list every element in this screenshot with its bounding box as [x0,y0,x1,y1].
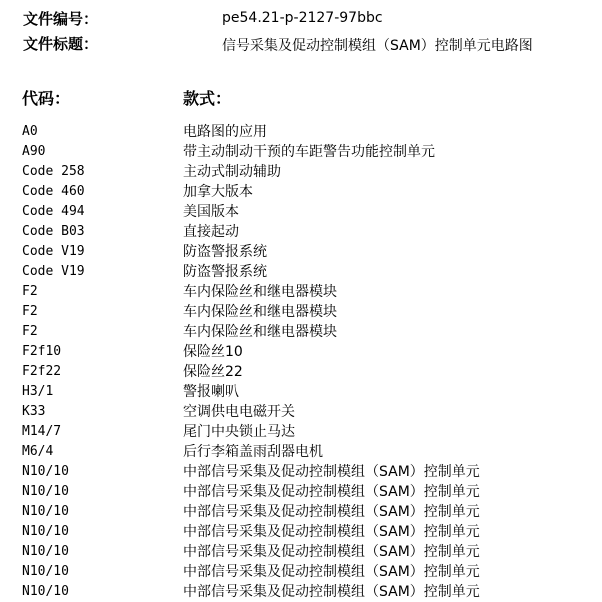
row-description: 防盗警报系统 [183,264,267,280]
row-description: 直接起动 [183,224,239,240]
row-code: F2f10 [22,344,62,359]
table-row [0,162,602,182]
table-row [0,482,602,502]
table-row [0,382,602,402]
row-description: 中部信号采集及促动控制模组（SAM）控制单元 [183,524,480,540]
row-code: M14/7 [22,424,62,439]
table-row [0,402,602,422]
table-row [0,502,602,522]
table-row [0,142,602,162]
document-title-label: 文件标题： [23,35,99,53]
row-description: 美国版本 [183,204,239,220]
table-row [0,242,602,262]
row-code: N10/10 [22,584,69,599]
row-code: K33 [22,404,46,419]
row-description: 加拿大版本 [183,184,253,200]
table-row [0,302,602,322]
document-title-value: 信号采集及促动控制模组（SAM）控制单元电路图 [222,38,533,54]
table-row [0,362,602,382]
table-row [0,262,602,282]
table-row [0,462,602,482]
row-description: 车内保险丝和继电器模块 [183,284,337,300]
row-code: Code B03 [22,224,85,239]
table-row [0,122,602,142]
row-code: H3/1 [22,384,54,399]
row-description: 主动式制动辅助 [183,164,281,180]
row-code: M6/4 [22,444,54,459]
row-description: 空调供电电磁开关 [183,404,295,420]
row-code: N10/10 [22,464,69,479]
row-code: Code 258 [22,164,85,179]
row-description: 保险丝10 [183,344,243,360]
table-row [0,342,602,362]
row-code: A90 [22,144,46,159]
table-row [0,442,602,462]
row-description: 中部信号采集及促动控制模组（SAM）控制单元 [183,504,480,520]
table-row [0,422,602,442]
row-code: N10/10 [22,564,69,579]
row-description: 带主动制动干预的车距警告功能控制单元 [183,144,435,160]
row-code: Code V19 [22,244,85,259]
row-code: N10/10 [22,504,69,519]
table-row [0,202,602,222]
row-code: F2f22 [22,364,62,379]
row-code: N10/10 [22,544,69,559]
table-row [0,322,602,342]
description-column-header: 款式： [183,89,232,108]
document-number-value: pe54.21-p-2127-97bbc [222,10,383,26]
row-description: 车内保险丝和继电器模块 [183,324,337,340]
row-description: 防盗警报系统 [183,244,267,260]
row-code: F2 [22,304,38,319]
row-code: N10/10 [22,484,69,499]
document-number-label: 文件编号： [23,10,99,28]
row-description: 中部信号采集及促动控制模组（SAM）控制单元 [183,464,480,480]
row-code: F2 [22,324,38,339]
table-row [0,562,602,582]
row-code: N10/10 [22,524,69,539]
row-code: Code 460 [22,184,85,199]
row-description: 尾门中央锁止马达 [183,424,295,440]
code-list [0,122,602,602]
row-description: 警报喇叭 [183,384,239,400]
row-description: 中部信号采集及促动控制模组（SAM）控制单元 [183,564,480,580]
table-row [0,222,602,242]
table-row [0,582,602,602]
row-description: 保险丝22 [183,364,243,380]
row-code: Code V19 [22,264,85,279]
row-description: 电路图的应用 [183,124,267,140]
table-row [0,522,602,542]
row-description: 后行李箱盖雨刮器电机 [183,444,323,460]
row-description: 中部信号采集及促动控制模组（SAM）控制单元 [183,484,480,500]
row-code: F2 [22,284,38,299]
code-column-header: 代码： [22,89,71,108]
row-code: A0 [22,124,38,139]
table-row [0,282,602,302]
row-description: 中部信号采集及促动控制模组（SAM）控制单元 [183,584,480,600]
row-code: Code 494 [22,204,85,219]
table-row [0,542,602,562]
row-description: 车内保险丝和继电器模块 [183,304,337,320]
row-description: 中部信号采集及促动控制模组（SAM）控制单元 [183,544,480,560]
table-row [0,182,602,202]
